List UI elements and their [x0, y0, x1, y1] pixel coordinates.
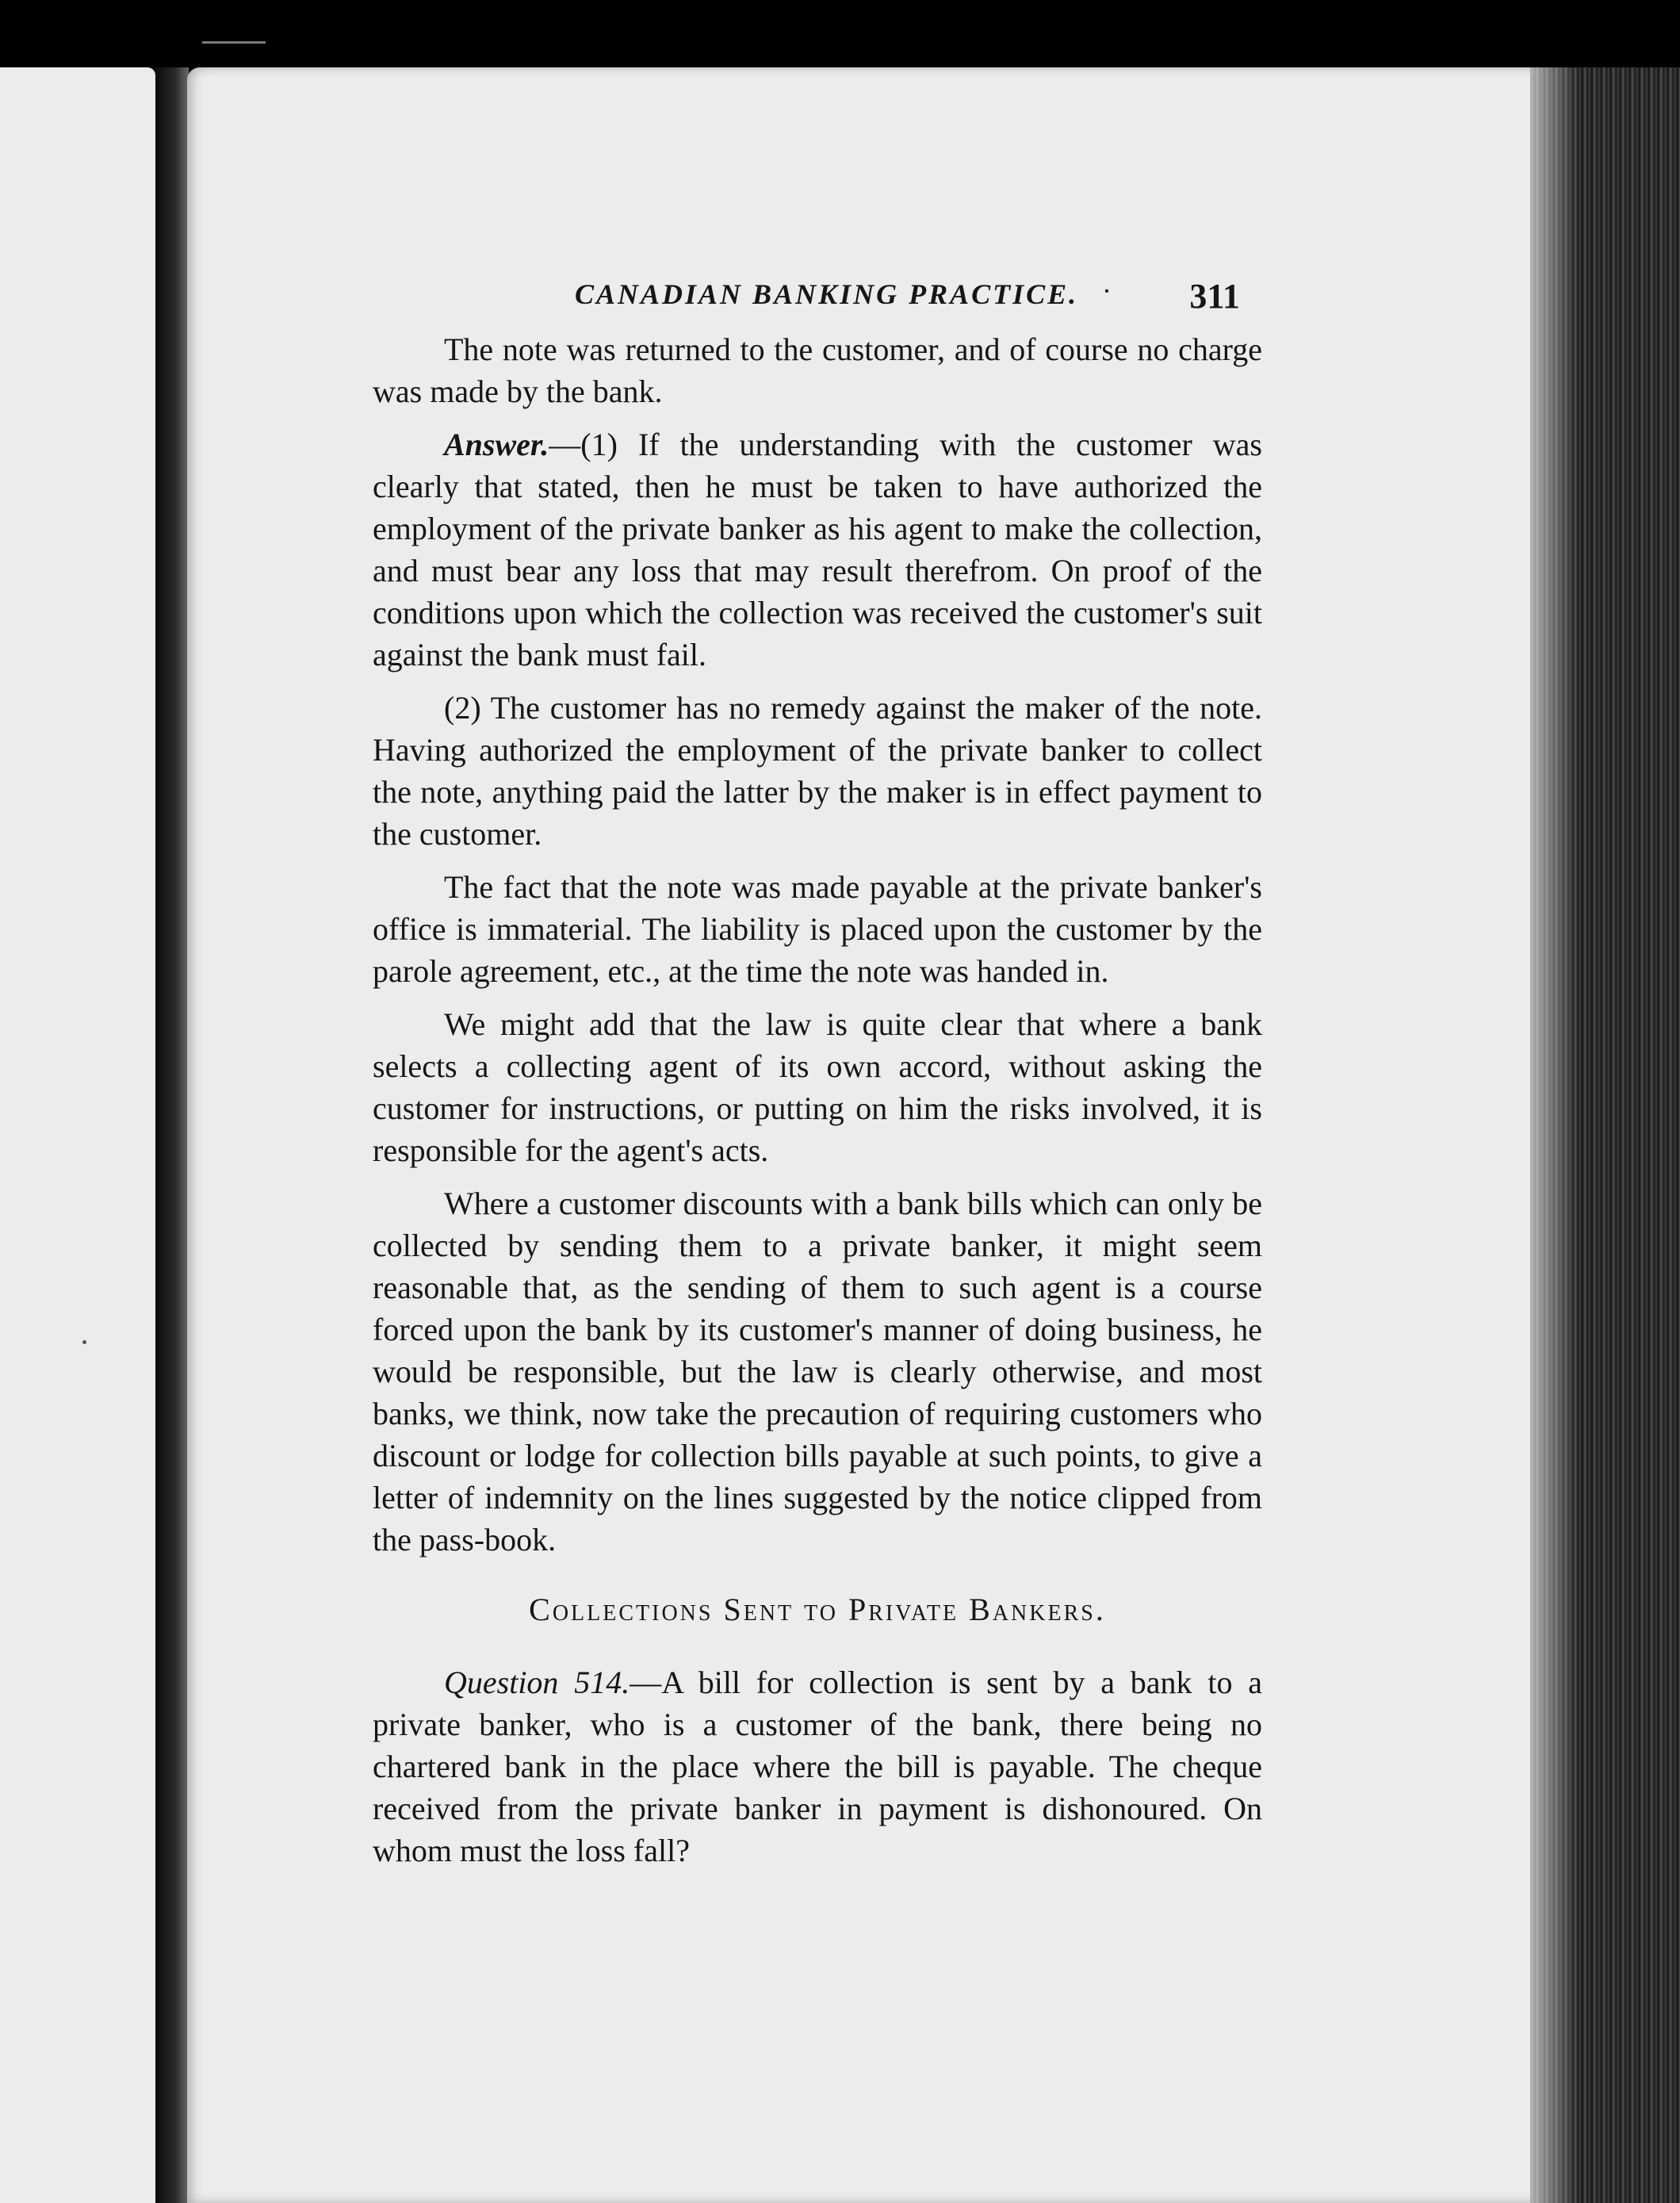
- paragraph-question: [373, 1661, 1262, 1872]
- paragraph-law-clear: [373, 1003, 1262, 1171]
- question-text: —A bill for collection is sent by a bank to a private banker, who is a customer of the bank, there being no chartered bank in the place where the bill is payable. The cheque received from the private banker in payment is dishonoured. On whom must the loss fall?: [373, 1665, 1262, 1868]
- paragraph-text: (2) The customer has no remedy against the maker of the note. Having authorized the employment of the private banker to collect the note, anything paid the latter by the maker is in effect payment to the customer.: [373, 690, 1262, 852]
- page-number: 311: [1189, 277, 1240, 316]
- page-content: [373, 270, 1262, 1883]
- paragraph-text: —(1) If the understanding with the customer was clearly that stated, then he must be taken to have authorized the employment of the private banker as his agent to make the collection, and must bear any loss that may result therefrom. On proof of the conditions upon which the collection was received the customer's suit against the bank must fail.: [373, 427, 1262, 672]
- paragraph-answer: [373, 423, 1262, 676]
- paragraph-text: We might add that the law is quite clear that where a bank selects a collecting agent of its own accord, without asking the customer for instructions, or putting on him the risks involved, it is responsible for the agent's acts.: [373, 1006, 1262, 1168]
- running-header: [373, 270, 1262, 317]
- header-separator: ·: [1102, 275, 1112, 307]
- page-stack-edge: [1530, 67, 1680, 2203]
- answer-label: Answer.: [444, 427, 549, 462]
- section-heading: Collections Sent to Private Bankers.: [529, 1592, 1106, 1627]
- running-title: CANADIAN BANKING PRACTICE.: [575, 278, 1079, 310]
- paragraph-text: The fact that the note was made payable at the private banker's office is immaterial. The liability is placed upon the customer by the parole agreement, etc., at the time the note was handed in.: [373, 869, 1262, 989]
- paragraph-text: Where a customer discounts with a bank bills which can only be collected by sending them to a private banker, it might seem reasonable that, as the sending of them to such agent is a course forced upon the bank by its customer's manner of doing business, he would be responsible, but the law is clearly otherwise, and most banks, we think, now take the precaution of requiring customers who discount or lodge for collection bills payable at such points, to give a letter of indemnity on the lines suggested by the notice clipped from the pass-book.: [373, 1186, 1262, 1557]
- paragraph-payable-office: [373, 866, 1262, 992]
- scan-speck: [82, 1340, 86, 1344]
- paragraph-no-remedy: [373, 687, 1262, 855]
- facing-page-edge: [0, 67, 155, 2203]
- scan-artifact: [202, 41, 266, 44]
- book-gutter: [155, 67, 189, 2203]
- paragraph-customer-discounts: [373, 1182, 1262, 1561]
- paragraph-note-returned: [373, 328, 1262, 412]
- question-label: Question 514.: [444, 1665, 630, 1700]
- paragraph-text: The note was returned to the customer, and of course no charge was made by the bank.: [373, 331, 1262, 409]
